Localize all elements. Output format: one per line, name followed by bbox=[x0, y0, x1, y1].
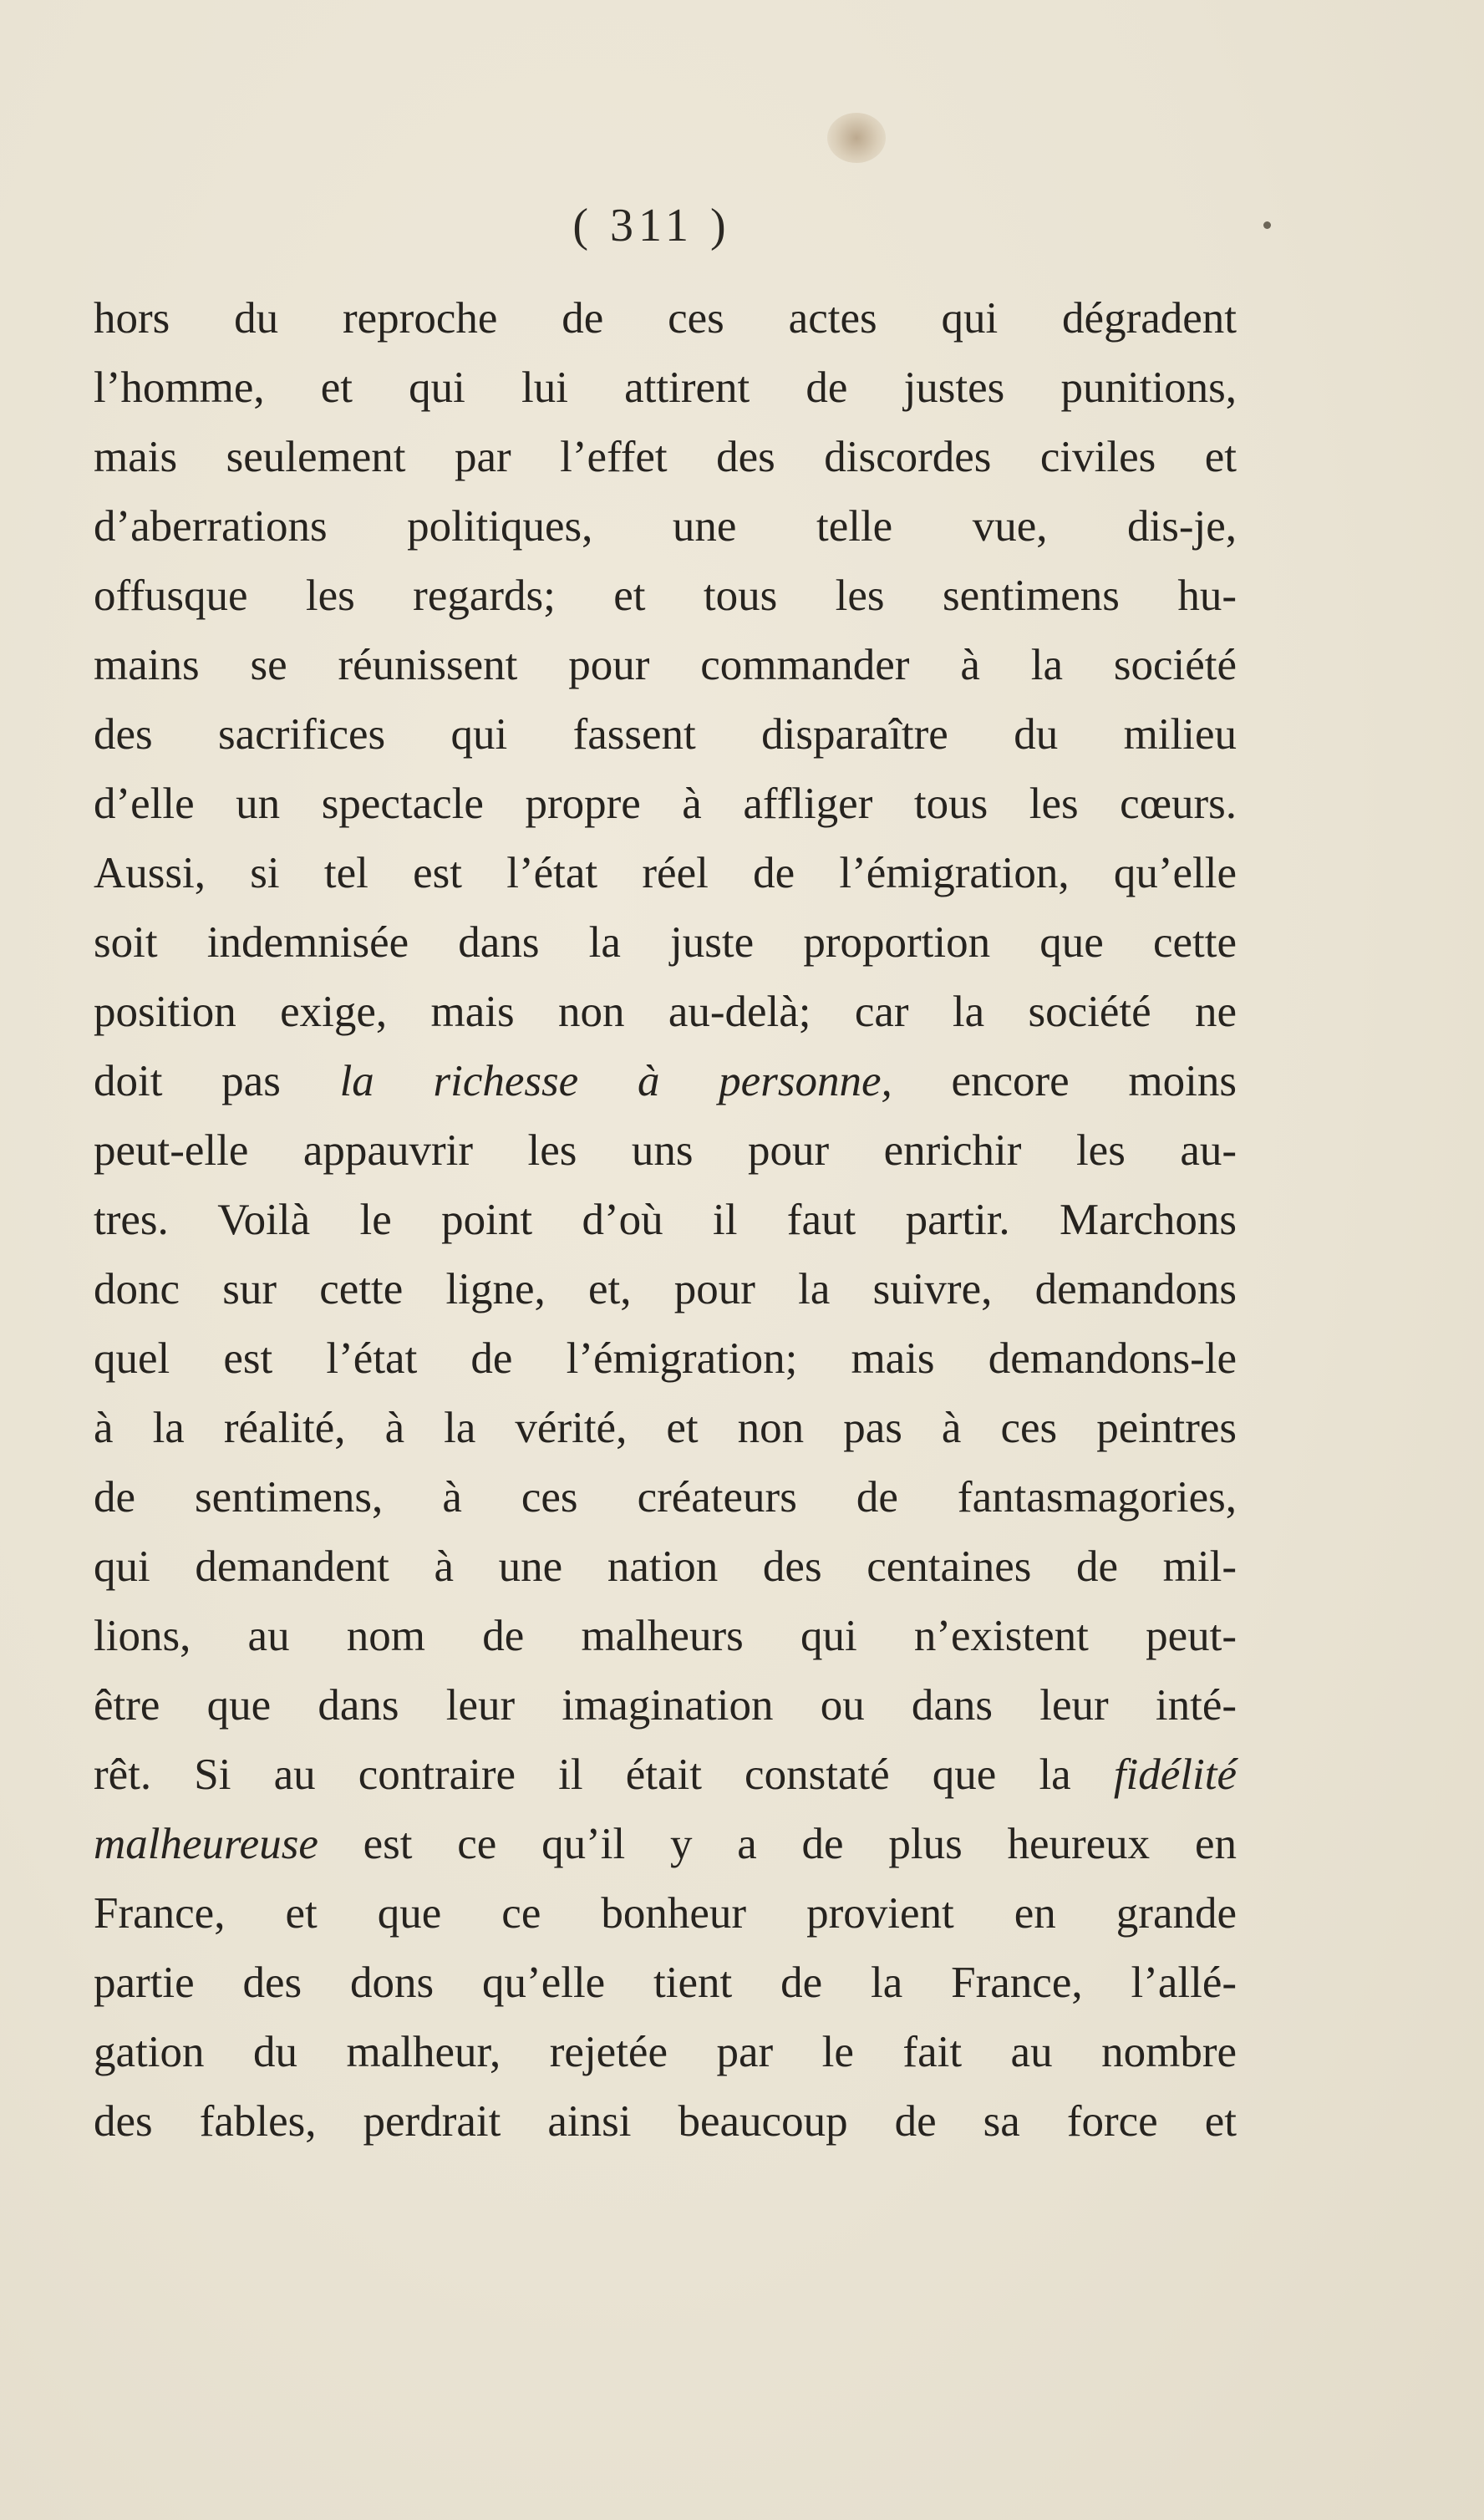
text-run: être que dans leur imagination ou dans leur inté- bbox=[94, 1681, 1237, 1730]
text-line bbox=[94, 908, 1237, 978]
text-run: mains se réunissent pour commander à la société bbox=[94, 641, 1237, 689]
text-run: France, et que ce bonheur provient en grande bbox=[94, 1889, 1237, 1938]
text-run: encore moins bbox=[892, 1057, 1237, 1105]
text-line bbox=[94, 770, 1237, 839]
italic-text: fidélité bbox=[1113, 1750, 1237, 1799]
text-line bbox=[94, 1116, 1237, 1186]
text-run: donc sur cette ligne, et, pour la suivre, demandons bbox=[94, 1265, 1237, 1313]
text-line bbox=[94, 978, 1237, 1047]
text-run: lions, au nom de malheurs qui n’existent peut- bbox=[94, 1612, 1237, 1660]
text-run: tres. Voilà le point d’où il faut partir. Marchons bbox=[94, 1196, 1237, 1244]
text-line bbox=[94, 839, 1237, 908]
text-run: gation du malheur, rejetée par le fait au nombre bbox=[94, 2028, 1237, 2076]
text-run: soit indemnisée dans la juste proportion que cette bbox=[94, 918, 1237, 967]
text-run: qui demandent à une nation des centaines de mil- bbox=[94, 1542, 1237, 1591]
text-line bbox=[94, 1186, 1237, 1255]
text-run: offusque les regards; et tous les sentimens hu- bbox=[94, 572, 1237, 620]
text-run: des sacrifices qui fassent disparaître du milieu bbox=[94, 710, 1237, 759]
page-number: ( 311 ) bbox=[572, 200, 731, 251]
text-run: des fables, perdrait ainsi beaucoup de sa force et bbox=[94, 2097, 1237, 2146]
text-line bbox=[94, 561, 1237, 631]
text-run: d’elle un spectacle propre à affliger tous les cœurs. bbox=[94, 780, 1237, 828]
text-run: de sentimens, à ces créateurs de fantasmagories, bbox=[94, 1473, 1237, 1522]
text-line bbox=[94, 2018, 1237, 2087]
italic-text: malheureuse bbox=[94, 1820, 318, 1868]
text-line bbox=[94, 423, 1237, 492]
text-line bbox=[94, 1948, 1237, 2018]
text-line bbox=[94, 1255, 1237, 1324]
text-line bbox=[94, 1879, 1237, 1948]
text-line bbox=[94, 1740, 1237, 1810]
text-line bbox=[94, 1463, 1237, 1532]
body-text bbox=[94, 284, 1237, 2157]
text-line bbox=[94, 1671, 1237, 1740]
text-line bbox=[94, 631, 1237, 700]
text-line bbox=[94, 1047, 1237, 1116]
text-run: est ce qu’il y a de plus heureux en bbox=[318, 1820, 1237, 1868]
paper-stain bbox=[827, 113, 886, 163]
italic-text: la richesse à personne, bbox=[339, 1057, 892, 1105]
text-run: à la réalité, à la vérité, et non pas à ces peintres bbox=[94, 1404, 1237, 1452]
text-line bbox=[94, 353, 1237, 423]
text-run: position exige, mais non au-delà; car la société ne bbox=[94, 988, 1237, 1036]
text-run: doit pas bbox=[94, 1057, 340, 1105]
text-run: rêt. Si au contraire il était constaté que la bbox=[94, 1750, 1114, 1799]
text-line bbox=[94, 1532, 1237, 1602]
text-line bbox=[94, 1810, 1237, 1879]
text-line bbox=[94, 2087, 1237, 2157]
text-run: mais seulement par l’effet des discordes civiles et bbox=[94, 433, 1237, 481]
text-run: quel est l’état de l’émigration; mais demandons-le bbox=[94, 1334, 1237, 1383]
text-line bbox=[94, 284, 1237, 353]
text-line bbox=[94, 1602, 1237, 1671]
text-run: d’aberrations politiques, une telle vue, dis-je, bbox=[94, 502, 1237, 551]
text-run: partie des dons qu’elle tient de la France, l’allé- bbox=[94, 1959, 1237, 2007]
text-line bbox=[94, 1394, 1237, 1463]
text-run: hors du reproche de ces actes qui dégradent bbox=[94, 294, 1237, 343]
text-run: peut-elle appauvrir les uns pour enrichir les au- bbox=[94, 1126, 1237, 1175]
text-line bbox=[94, 700, 1237, 770]
text-line bbox=[94, 492, 1237, 561]
text-run: Aussi, si tel est l’état réel de l’émigration, qu’elle bbox=[94, 849, 1237, 897]
text-run: l’homme, et qui lui attirent de justes punitions, bbox=[94, 363, 1237, 412]
text-line bbox=[94, 1324, 1237, 1394]
